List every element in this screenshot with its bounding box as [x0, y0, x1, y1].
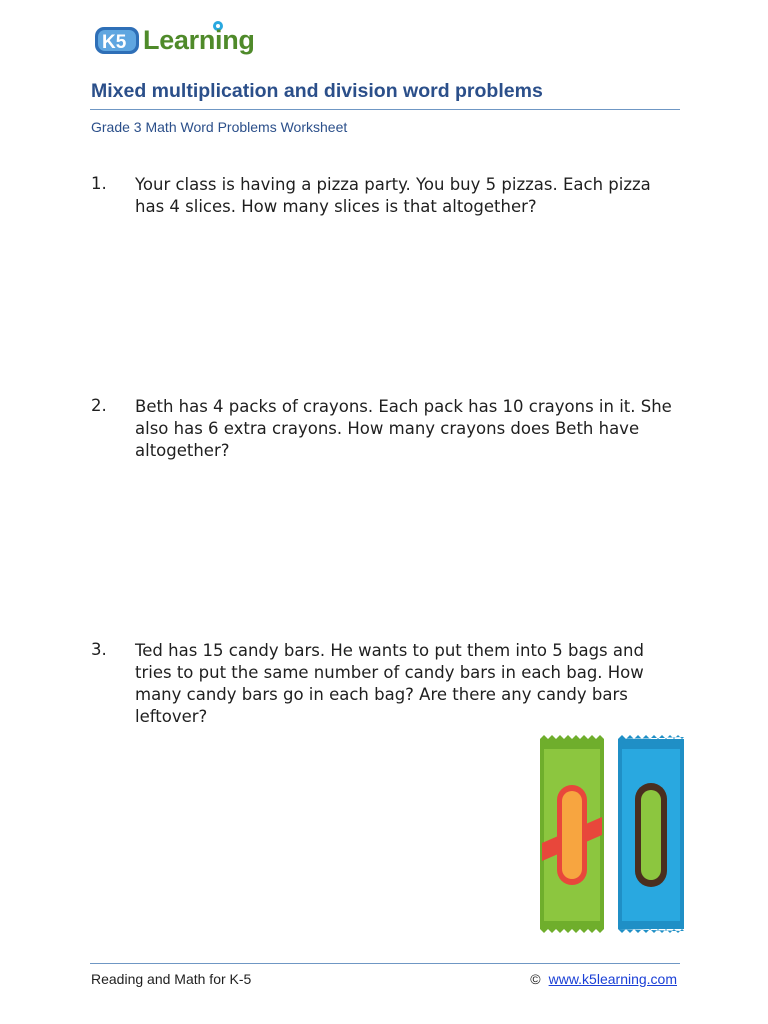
svg-text:K5: K5	[102, 32, 127, 53]
problem-number: 2.	[91, 396, 107, 415]
footer-divider	[90, 963, 680, 964]
k5-learning-logo	[94, 20, 259, 60]
copyright-symbol: ©	[530, 971, 541, 987]
footer-copyright	[530, 971, 677, 987]
problem-number: 3.	[91, 640, 107, 659]
worksheet-subtitle: Grade 3 Math Word Problems Worksheet	[91, 119, 348, 135]
problem-text: Ted has 15 candy bars. He wants to put them into 5 bags and tries to put the same number of candy bars in each bag. How many candy bars go in each bag? Are there any candy bars leftover?	[135, 641, 644, 726]
k5learning-link[interactable]: www.k5learning.com	[548, 971, 677, 987]
green-candy-bar-icon	[540, 735, 604, 933]
problem-number: 1.	[91, 174, 107, 193]
blue-candy-bar-icon	[618, 735, 684, 933]
candy-bars-icon	[532, 735, 692, 935]
header-divider	[90, 109, 680, 110]
footer-tagline: Reading and Math for K-5	[91, 971, 252, 987]
problem-text: Beth has 4 packs of crayons. Each pack has 10 crayons in it. She also has 6 extra crayons. How many crayons does Beth have altogether?	[135, 397, 672, 460]
page-title: Mixed multiplication and division word problems	[91, 80, 543, 102]
logo-wordmark: Learning	[143, 25, 255, 55]
candy-bars-illustration	[532, 735, 692, 935]
problem-text: Your class is having a pizza party. You buy 5 pizzas. Each pizza has 4 slices. How many slices is that altogether?	[135, 175, 651, 216]
